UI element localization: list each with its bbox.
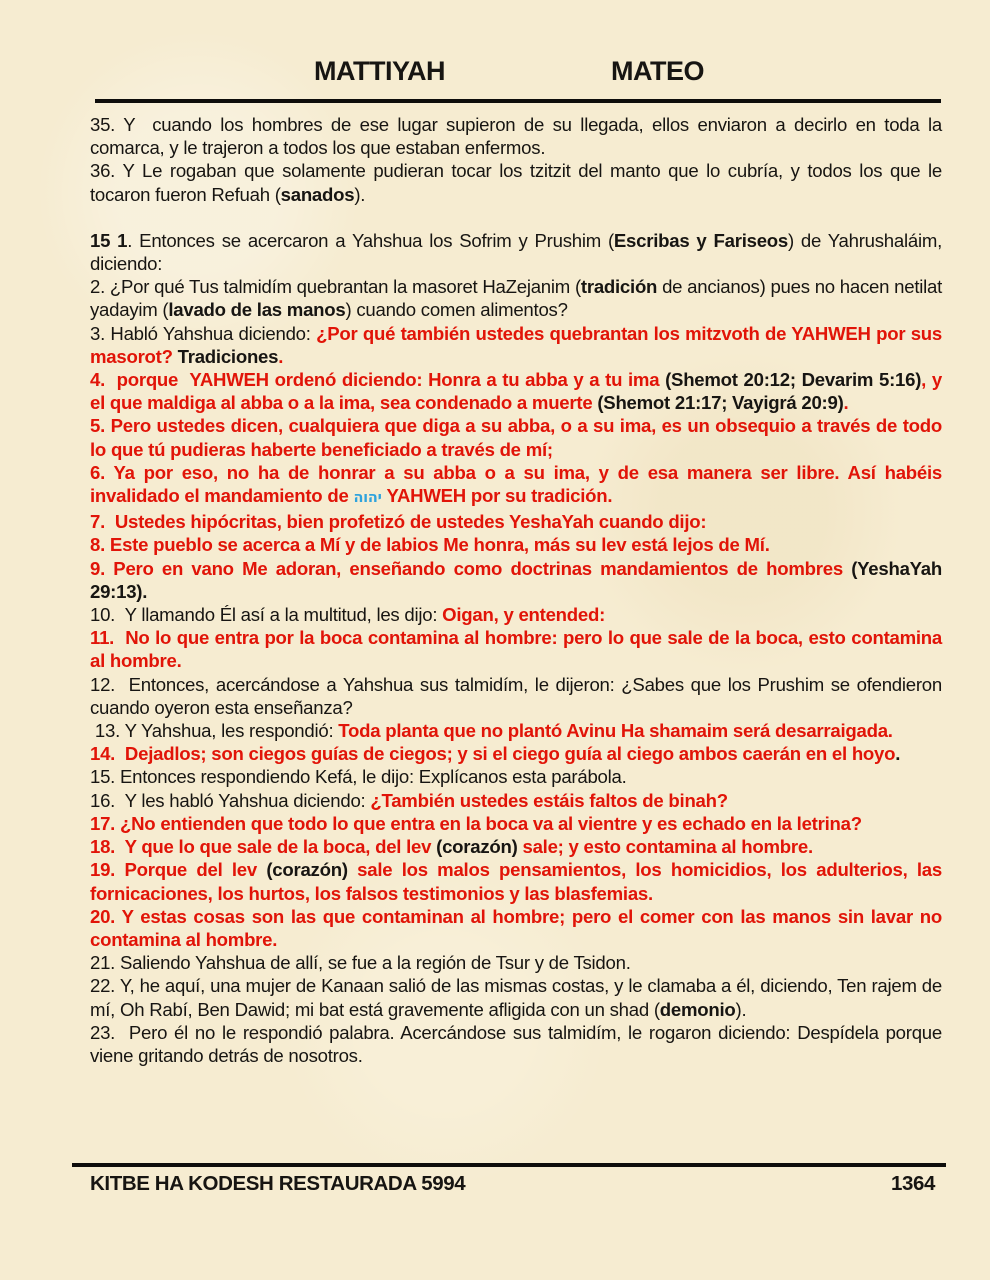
verse-run: 10. Y llamando Él así a la multitud, les dijo: — [90, 604, 443, 626]
verse-15-19 — [90, 858, 947, 904]
verse-run: 8. Este pueblo se acerca a Mí y de labios Me honra, más su lev está lejos de Mí. — [90, 534, 770, 556]
verse-run: ¿Por qué también ustedes quebrantan los mitzvoth de YAHWEH por sus masorot? — [90, 322, 947, 367]
verse-run: 14. Dejadlos; son ciegos guías de ciegos; y si el ciego guía al ciego ambos caerán en el hoyo — [90, 743, 896, 765]
verse-run: 35. Y cuando los hombres de ese lugar supieron de su llegada, ellos enviaron a decirlo en toda la comarca, y le trajeron a todos los que estaban enfermos. — [90, 114, 947, 159]
verse-run: , y el que maldiga al abba o a la ima, sea condenado a muerte — [90, 369, 947, 414]
verse-15-20 — [90, 905, 947, 951]
verse-run: demonio — [659, 998, 736, 1020]
verse-run: 17. ¿No entienden que todo lo que entra en la boca va al vientre y es echado en la letrina? — [90, 812, 862, 834]
verse-run: 3. Habló Yahshua diciendo: — [90, 322, 317, 344]
verse-15-21 — [90, 951, 942, 974]
verse-15-8 — [90, 533, 942, 556]
verse-run: (Shemot 20:12; Devarim 5:16) — [665, 369, 922, 391]
verse-run: 20. Y estas cosas son las que contaminan al hombre; pero el comer con las manos sin lavar no contamina al hombre. — [90, 905, 947, 950]
verse-15-22 — [90, 974, 947, 1020]
verse-run: 15. Entonces respondiendo Kefá, le dijo: Explícanos esta parábola. — [90, 766, 627, 788]
verse-15-10 — [90, 603, 942, 626]
verse-15-9 — [90, 557, 947, 603]
verse-15-5 — [90, 414, 947, 460]
header-divider — [95, 99, 941, 103]
verse-run: 2. ¿Por qué Tus talmidím quebrantan la masoret HaZejanim ( — [90, 276, 581, 298]
verse-run: (corazón) — [436, 836, 518, 858]
verse-run: 7. Ustedes hipócritas, bien profetizó de ustedes YeshaYah cuando dijo: — [90, 511, 707, 533]
verse-run: (corazón) — [266, 859, 348, 881]
verse-run: 13. Y Yahshua, les respondió: — [90, 720, 339, 742]
verse-run: 21. Saliendo Yahshua de allí, se fue a la región de Tsur y de Tsidon. — [90, 952, 631, 974]
verse-run: 4. porque YAHWEH ordenó diciendo: Honra a tu abba y a tu ima — [90, 369, 666, 391]
verse-run: Escribas y Fariseos — [613, 229, 788, 251]
verse-15-1 — [90, 229, 947, 275]
verse-run: 5. Pero ustedes dicen, cualquiera que diga a su abba, o a su ima, es un obsequio a través de todo lo que tú pudieras haberte beneficiado a través de mí; — [90, 415, 947, 460]
body-text — [90, 113, 947, 1067]
verse-run: 36. Y Le rogaban que solamente pudieran tocar los tzitzit del manto que lo cubría, y todos los que le tocaron fueron Refuah ( — [90, 160, 947, 205]
verse-run: sanados — [280, 183, 355, 205]
verse-15-23 — [90, 1021, 947, 1067]
verse-run: Tradiciones — [177, 345, 279, 367]
verse-run: 11. No lo que entra por la boca contamina al hombre: pero lo que sale de la boca, esto contamina al hombre. — [90, 627, 947, 672]
verse-run: (Shemot 21:17; Vayigrá 20:9) — [597, 392, 844, 414]
verse-run: (YeshaYah 29:13). — [90, 557, 947, 602]
verse-run: . — [278, 345, 284, 367]
verse-run: ) cuando comen alimentos? — [345, 299, 568, 321]
page-title-hebrew: MATTIYAH — [314, 56, 445, 86]
verse-run: 15 1 — [90, 229, 128, 251]
verse-run: . — [843, 392, 849, 414]
verse-15-11 — [90, 626, 947, 672]
verse-run: 23. Pero él no le respondió palabra. Acercándose sus talmidím, le rogaron diciendo: Despídela porque viene gritando detrás de nosotros. — [90, 1021, 947, 1066]
page-title-spanish: MATEO — [611, 56, 704, 86]
footer-bar — [90, 1172, 935, 1196]
verse-run: Toda planta que no plantó Avinu Ha shamaim será desarraigada. — [338, 720, 893, 742]
verse-run: . — [895, 743, 901, 765]
verse-15-17 — [90, 812, 942, 835]
verse-15-4 — [90, 368, 947, 414]
verse-14-35 — [90, 113, 947, 159]
verse-run: 18. Y que lo que sale de la boca, del lev — [90, 836, 437, 858]
verse-run: 9. Pero en vano Me adoran, enseñando como doctrinas mandamientos de hombres — [90, 557, 852, 579]
verse-run: 12. Entonces, acercándose a Yahshua sus talmidím, le dijeron: ¿Sabes que los Prushim se ofendieron cuando oyeron esta enseñanza? — [90, 673, 947, 718]
verse-15-13 — [90, 719, 942, 742]
verse-run: YAHWEH por su tradición. — [381, 485, 613, 507]
footer-page-number: 1364 — [890, 1172, 935, 1195]
verse-run: sale; y esto contamina al hombre. — [517, 836, 813, 858]
verse-run: Oigan, y entended: — [442, 604, 606, 626]
verse-run: tradición — [580, 276, 658, 298]
verse-run: 22. Y, he aquí, una mujer de Kanaan salió de las mismas costas, y le clamaba a él, diciendo, Ten rajem de mí, Oh Rabí, Ben Dawid; mi bat está gravemente afligida con un shad ( — [90, 975, 947, 1020]
verse-run: ). — [735, 998, 747, 1020]
verse-run: lavado de las manos — [168, 299, 346, 321]
tetragrammaton-text: יהוה — [353, 490, 382, 507]
verse-15-3 — [90, 322, 947, 368]
verse-run: ¿También ustedes estáis faltos de binah? — [370, 789, 728, 811]
verse-run: de ancianos) pues no hacen netilat yadayim ( — [90, 276, 947, 321]
verse-run: 6. Ya por eso, no ha de honrar a su abba o a su ima, y de esa manera ser libre. Así habéis invalidado el mandamiento de — [90, 461, 947, 507]
verse-run: 16. Y les habló Yahshua diciendo: — [90, 789, 371, 811]
verse-15-15 — [90, 765, 942, 788]
footer-divider — [72, 1163, 946, 1167]
verse-run: ) de Yahrushaláim, diciendo: — [90, 229, 947, 275]
verse-run: . Entonces se acercaron a Yahshua los Sofrim y Prushim ( — [127, 229, 614, 251]
verse-run: sale los malos pensamientos, los homicidios, los adulterios, las fornicaciones, los hurtos, los falsos testimonios y las blasfemias. — [90, 859, 947, 904]
verse-15-7 — [90, 510, 942, 533]
verse-15-18 — [90, 835, 942, 858]
verse-run: ). — [354, 183, 366, 205]
footer-book-title: KITBE HA KODESH RESTAURADA 5994 — [90, 1172, 466, 1195]
verse-15-16 — [90, 789, 942, 812]
verse-15-14 — [90, 742, 942, 765]
verse-14-36 — [90, 159, 947, 205]
verse-15-2 — [90, 275, 947, 321]
verse-15-6 — [90, 461, 947, 510]
verse-run: 19. Porque del lev — [90, 859, 267, 881]
verse-15-12 — [90, 673, 947, 719]
